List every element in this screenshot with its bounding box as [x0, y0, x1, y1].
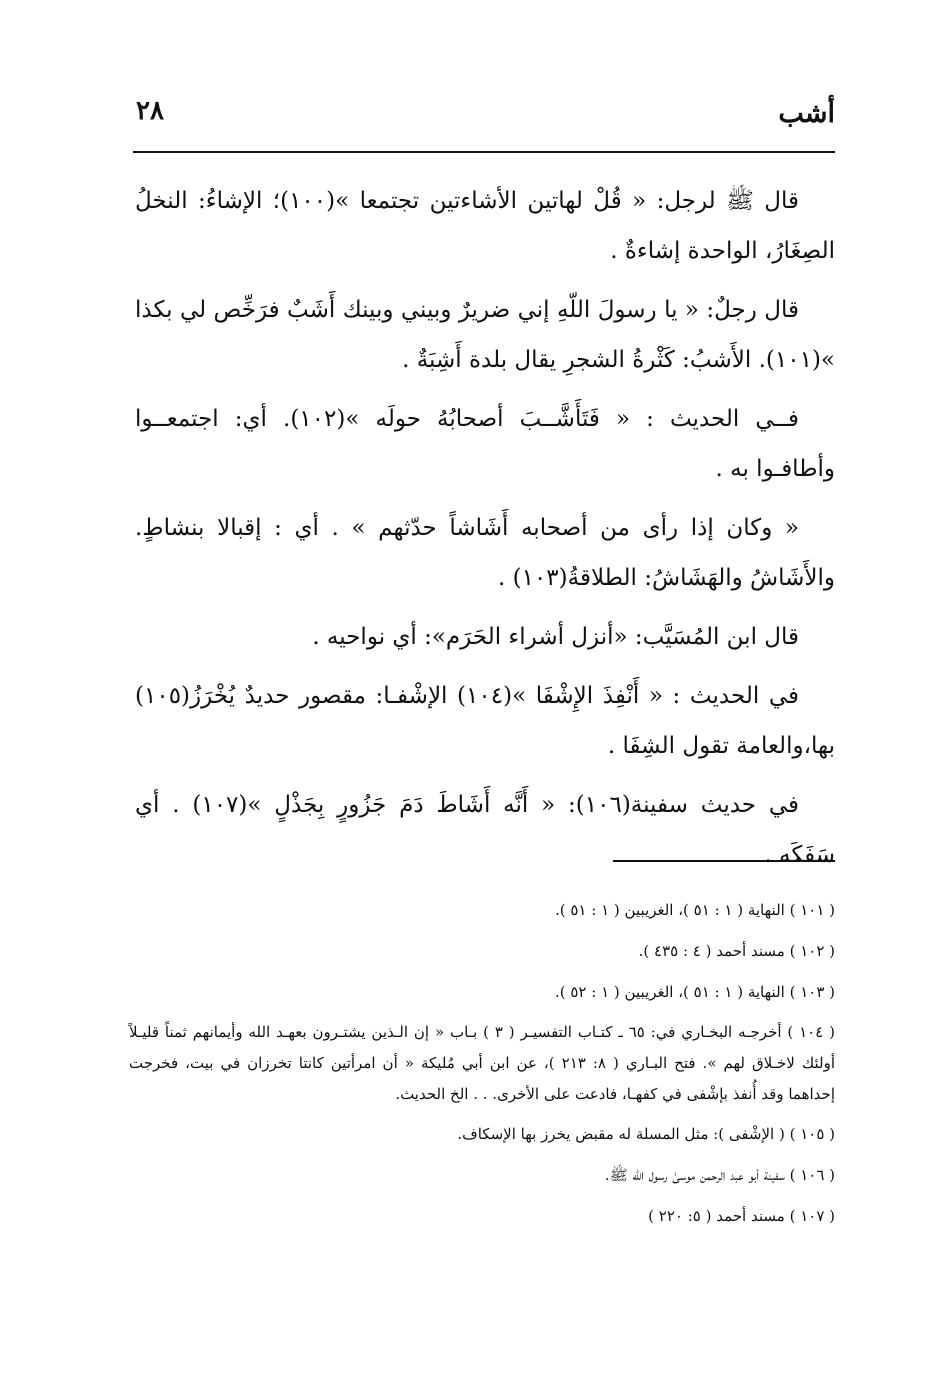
footnote: ( ١٠٧ ) مسند أحمد ( ٥: ٢٢٠ ) — [648, 1207, 835, 1225]
body-paragraph: قال رجلٌ: « يا رسولَ اللّهِ إني ضريرٌ وبيني وبينك أَشَبٌ فرَخِّص لي بكذا »(١٠١). الأَشبُ: كَثْرةُ الشجرِ يقال بلدة أَشِبَةٌ . — [135, 297, 835, 373]
main-text — [135, 176, 835, 889]
entry-heading: أشب — [778, 98, 835, 129]
footnotes — [129, 894, 835, 1241]
body-paragraph: في حديث سفينة(١٠٦): « أَنَّه أَشَاطَ دَمَ جَزُورٍ بِجَذْلٍ »(١٠٧) . أي سَفَكَه . — [135, 792, 835, 868]
body-paragraph: فــي الحديث : « فَتَأَشَّــبَ أصحابُهُ حولَه »(١٠٢). أي: اجتمعــوا وأطافـوا به . — [135, 406, 835, 482]
body-paragraph: في الحديث : « أَنْفِذَ الإِشْفَا »(١٠٤) الإشْفـا: مقصور حديدٌ يُخْرَزُ(١٠٥) بها،والعامة تقول الشِفَا . — [135, 683, 835, 759]
footnote-divider — [613, 860, 835, 862]
body-paragraph: « وكان إذا رأى من أصحابه أَشَاشاً حدّثهم » . أي : إقبالا بنشاطٍ. والأَشَاشُ والهَشَاشُ: الطلاقةُ(١٠٣) . — [135, 515, 835, 591]
body-paragraph: قال ابن المُسَيَّب: «أنزل أشراء الحَرَم»: أي نواحيه . — [312, 624, 799, 650]
header-divider — [133, 151, 835, 153]
page-number: ٢٨ — [136, 96, 164, 126]
footnote: ( ١٠٤ ) أخرجـه البخـاري في: ٦٥ ـ كتـاب التفسيـر ( ٣ ) بـاب « إن الـذين يشتـرون بعهـد الله وأيمانهم ثمناً قليـلاً أولئك لاخـلاق لهم ». فتح البـاري ( ٨: ٢١٣ )، عن ابن أبي مُليكة « أن امرأتين كانتا تخرزان في بيت، فخرجت إحداهما وقد أُنفذ بإشْفى في كفهـا، فادعت على الأخرى. . . الخ الحديث. — [129, 1023, 836, 1103]
footnote: ( ١٠٣ ) النهاية ( ١ : ٥١ )، الغريبين ( ١ : ٥٢ ). — [554, 983, 835, 1001]
footnote: ( ١٠٦ ) سفينة أبو عبد الرحمن موسىٰ رسول الله ﷺ. — [604, 1166, 835, 1184]
footnote: ( ١٠٥ ) ( الإشْفى ): مثل المسلة له مقبض يخرز بها الإسكاف. — [457, 1125, 835, 1143]
footnote: ( ١٠١ ) النهاية ( ١ : ٥١ )، الغريبين ( ١ : ٥١ ). — [554, 901, 835, 919]
footnote: ( ١٠٢ ) مسند أحمد ( ٤ : ٤٣٥ ). — [638, 942, 835, 960]
body-paragraph: قال ﷺ لرجل: « قُلْ لهاتين الأشاءتين تجتمعا »(١٠٠)؛ الإشاءُ: النخلُ الصِغَارُ، الواحدة إشاءةٌ . — [135, 188, 835, 264]
